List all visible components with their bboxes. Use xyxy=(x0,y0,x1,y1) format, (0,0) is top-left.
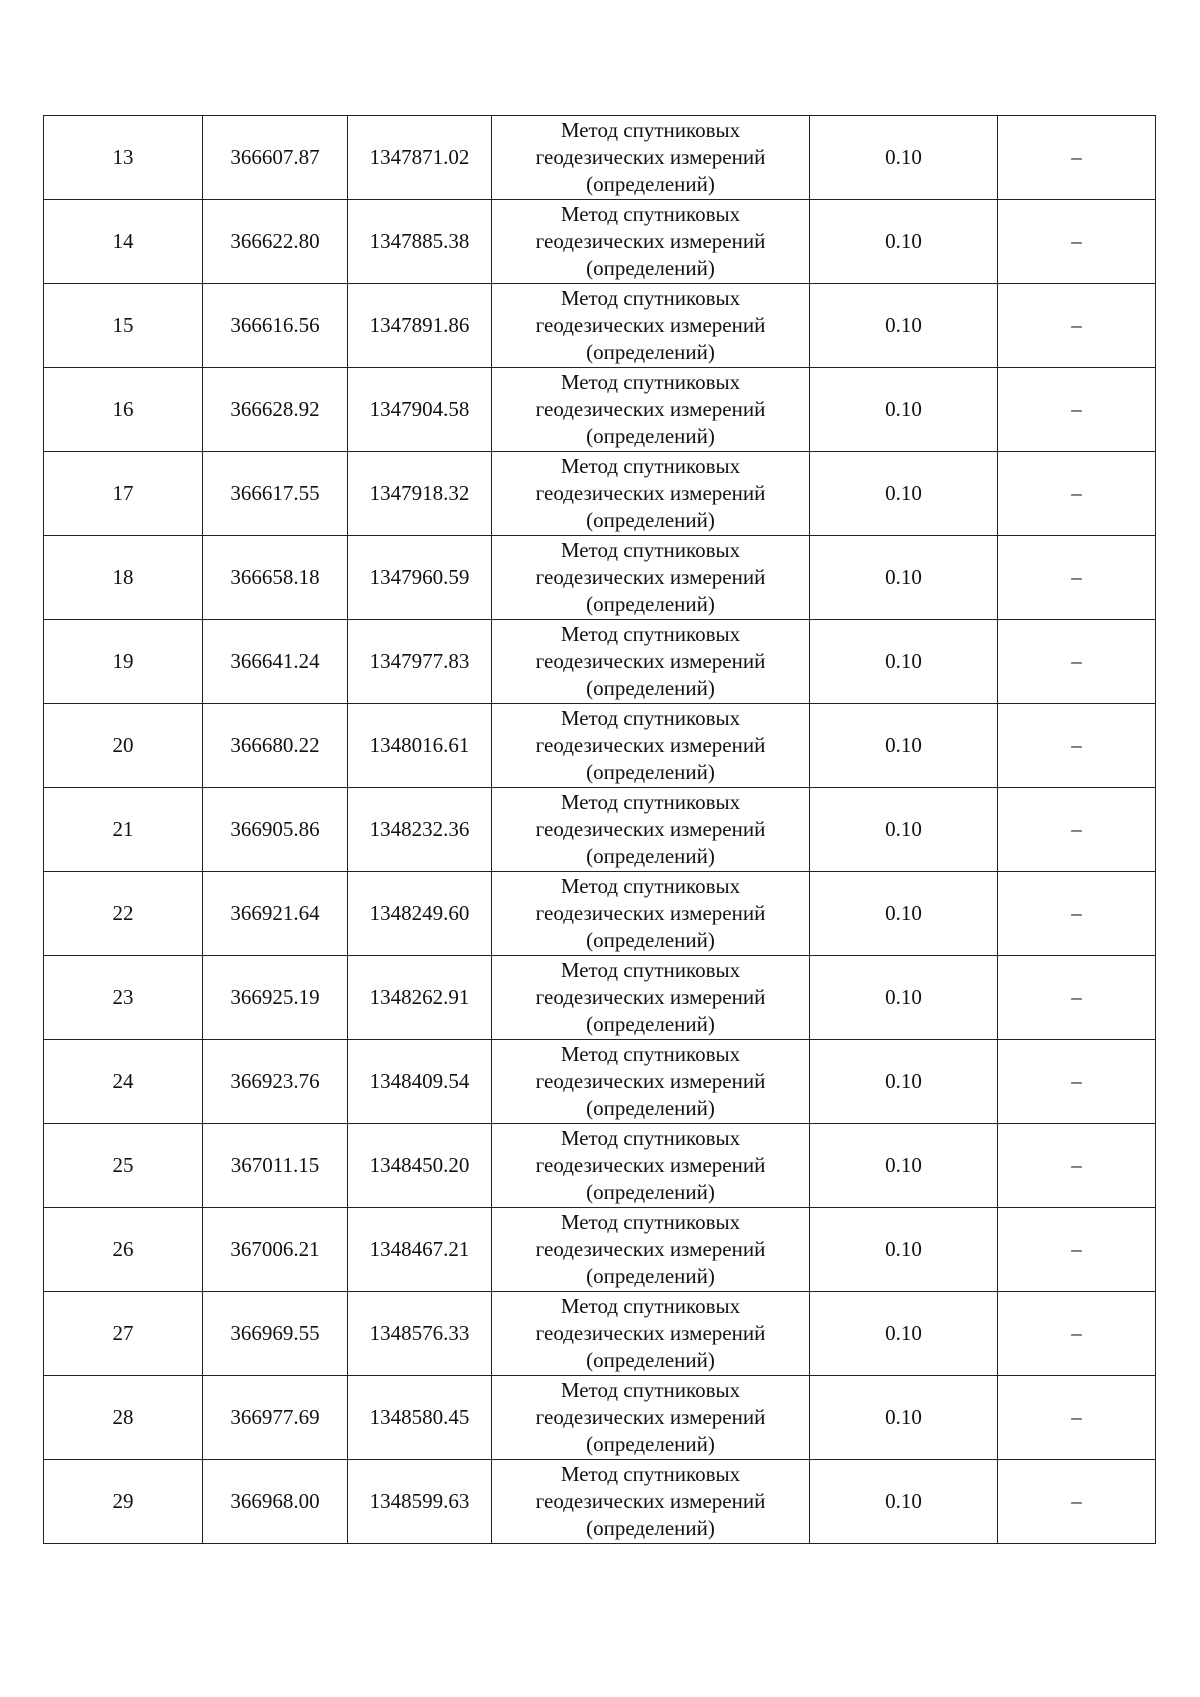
method-cell xyxy=(492,1124,810,1208)
method-cell xyxy=(492,368,810,452)
accuracy-cell: 0.10 xyxy=(810,536,998,620)
coord-x-cell: 366622.80 xyxy=(203,200,348,284)
method-cell xyxy=(492,200,810,284)
accuracy-cell: 0.10 xyxy=(810,956,998,1040)
point-number-cell: 19 xyxy=(44,620,203,704)
table-row xyxy=(44,116,1156,200)
note-cell: – xyxy=(998,116,1156,200)
method-text: Метод спутниковых геодезических измерений (определений) xyxy=(535,1042,766,1120)
coord-y-cell: 1348467.21 xyxy=(348,1208,492,1292)
note-cell: – xyxy=(998,1208,1156,1292)
method-text: Метод спутниковых геодезических измерений (определений) xyxy=(535,1378,766,1456)
point-number-cell: 15 xyxy=(44,284,203,368)
method-text: Метод спутниковых геодезических измерений (определений) xyxy=(535,790,766,868)
method-cell xyxy=(492,452,810,536)
point-number-cell: 25 xyxy=(44,1124,203,1208)
method-text: Метод спутниковых геодезических измерений (определений) xyxy=(535,1210,766,1288)
coordinates-table xyxy=(43,115,1156,1544)
method-cell xyxy=(492,1040,810,1124)
table-row xyxy=(44,1376,1156,1460)
table-row xyxy=(44,956,1156,1040)
method-text: Метод спутниковых геодезических измерений (определений) xyxy=(535,538,766,616)
method-cell xyxy=(492,620,810,704)
coord-x-cell: 367011.15 xyxy=(203,1124,348,1208)
method-cell xyxy=(492,1208,810,1292)
point-number-cell: 28 xyxy=(44,1376,203,1460)
coord-x-cell: 366616.56 xyxy=(203,284,348,368)
note-cell: – xyxy=(998,788,1156,872)
method-cell xyxy=(492,1460,810,1544)
accuracy-cell: 0.10 xyxy=(810,872,998,956)
method-text: Метод спутниковых геодезических измерений (определений) xyxy=(535,202,766,280)
note-cell: – xyxy=(998,620,1156,704)
accuracy-cell: 0.10 xyxy=(810,788,998,872)
coord-y-cell: 1347885.38 xyxy=(348,200,492,284)
coord-x-cell: 366925.19 xyxy=(203,956,348,1040)
point-number-cell: 13 xyxy=(44,116,203,200)
note-cell: – xyxy=(998,368,1156,452)
table-row xyxy=(44,620,1156,704)
point-number-cell: 22 xyxy=(44,872,203,956)
table-row xyxy=(44,1460,1156,1544)
coord-y-cell: 1347977.83 xyxy=(348,620,492,704)
table-row xyxy=(44,452,1156,536)
coord-y-cell: 1347918.32 xyxy=(348,452,492,536)
accuracy-cell: 0.10 xyxy=(810,1376,998,1460)
coord-y-cell: 1348409.54 xyxy=(348,1040,492,1124)
coord-x-cell: 366968.00 xyxy=(203,1460,348,1544)
note-cell: – xyxy=(998,704,1156,788)
method-cell xyxy=(492,788,810,872)
table-row xyxy=(44,200,1156,284)
accuracy-cell: 0.10 xyxy=(810,704,998,788)
point-number-cell: 29 xyxy=(44,1460,203,1544)
method-text: Метод спутниковых геодезических измерений (определений) xyxy=(535,958,766,1036)
coord-y-cell: 1348576.33 xyxy=(348,1292,492,1376)
coord-x-cell: 366628.92 xyxy=(203,368,348,452)
table-row xyxy=(44,1040,1156,1124)
accuracy-cell: 0.10 xyxy=(810,1124,998,1208)
point-number-cell: 24 xyxy=(44,1040,203,1124)
method-text: Метод спутниковых геодезических измерений (определений) xyxy=(535,1294,766,1372)
table-row xyxy=(44,284,1156,368)
coord-y-cell: 1347960.59 xyxy=(348,536,492,620)
accuracy-cell: 0.10 xyxy=(810,368,998,452)
note-cell: – xyxy=(998,1124,1156,1208)
note-cell: – xyxy=(998,1292,1156,1376)
table-row xyxy=(44,536,1156,620)
method-text: Метод спутниковых геодезических измерений (определений) xyxy=(535,118,766,196)
coord-y-cell: 1347871.02 xyxy=(348,116,492,200)
note-cell: – xyxy=(998,536,1156,620)
accuracy-cell: 0.10 xyxy=(810,200,998,284)
method-text: Метод спутниковых геодезических измерений (определений) xyxy=(535,370,766,448)
method-cell xyxy=(492,704,810,788)
coord-y-cell: 1348450.20 xyxy=(348,1124,492,1208)
accuracy-cell: 0.10 xyxy=(810,1292,998,1376)
table-row xyxy=(44,872,1156,956)
accuracy-cell: 0.10 xyxy=(810,1460,998,1544)
coord-x-cell: 366607.87 xyxy=(203,116,348,200)
coord-x-cell: 366658.18 xyxy=(203,536,348,620)
coord-x-cell: 366905.86 xyxy=(203,788,348,872)
coord-y-cell: 1348580.45 xyxy=(348,1376,492,1460)
method-text: Метод спутниковых геодезических измерений (определений) xyxy=(535,706,766,784)
coord-y-cell: 1348249.60 xyxy=(348,872,492,956)
point-number-cell: 16 xyxy=(44,368,203,452)
method-text: Метод спутниковых геодезических измерений (определений) xyxy=(535,622,766,700)
coord-x-cell: 366641.24 xyxy=(203,620,348,704)
point-number-cell: 14 xyxy=(44,200,203,284)
point-number-cell: 17 xyxy=(44,452,203,536)
coord-y-cell: 1348262.91 xyxy=(348,956,492,1040)
accuracy-cell: 0.10 xyxy=(810,116,998,200)
coord-x-cell: 366617.55 xyxy=(203,452,348,536)
accuracy-cell: 0.10 xyxy=(810,1040,998,1124)
note-cell: – xyxy=(998,1040,1156,1124)
point-number-cell: 27 xyxy=(44,1292,203,1376)
table-row xyxy=(44,1292,1156,1376)
table-row xyxy=(44,1124,1156,1208)
method-text: Метод спутниковых геодезических измерений (определений) xyxy=(535,874,766,952)
accuracy-cell: 0.10 xyxy=(810,284,998,368)
method-text: Метод спутниковых геодезических измерений (определений) xyxy=(535,286,766,364)
coord-y-cell: 1347891.86 xyxy=(348,284,492,368)
coord-y-cell: 1347904.58 xyxy=(348,368,492,452)
table-row xyxy=(44,704,1156,788)
table-row xyxy=(44,1208,1156,1292)
coord-x-cell: 366969.55 xyxy=(203,1292,348,1376)
point-number-cell: 26 xyxy=(44,1208,203,1292)
coord-x-cell: 366977.69 xyxy=(203,1376,348,1460)
note-cell: – xyxy=(998,284,1156,368)
method-text: Метод спутниковых геодезических измерений (определений) xyxy=(535,454,766,532)
coord-x-cell: 366923.76 xyxy=(203,1040,348,1124)
coord-x-cell: 366921.64 xyxy=(203,872,348,956)
point-number-cell: 23 xyxy=(44,956,203,1040)
method-cell xyxy=(492,284,810,368)
note-cell: – xyxy=(998,872,1156,956)
method-cell xyxy=(492,536,810,620)
coord-y-cell: 1348016.61 xyxy=(348,704,492,788)
point-number-cell: 20 xyxy=(44,704,203,788)
table-row xyxy=(44,368,1156,452)
note-cell: – xyxy=(998,452,1156,536)
point-number-cell: 21 xyxy=(44,788,203,872)
note-cell: – xyxy=(998,1460,1156,1544)
accuracy-cell: 0.10 xyxy=(810,452,998,536)
accuracy-cell: 0.10 xyxy=(810,620,998,704)
method-cell xyxy=(492,116,810,200)
note-cell: – xyxy=(998,200,1156,284)
method-cell xyxy=(492,872,810,956)
coord-x-cell: 366680.22 xyxy=(203,704,348,788)
accuracy-cell: 0.10 xyxy=(810,1208,998,1292)
method-text: Метод спутниковых геодезических измерений (определений) xyxy=(535,1126,766,1204)
coord-x-cell: 367006.21 xyxy=(203,1208,348,1292)
note-cell: – xyxy=(998,956,1156,1040)
table-row xyxy=(44,788,1156,872)
method-text: Метод спутниковых геодезических измерений (определений) xyxy=(535,1462,766,1540)
point-number-cell: 18 xyxy=(44,536,203,620)
method-cell xyxy=(492,1292,810,1376)
coord-y-cell: 1348599.63 xyxy=(348,1460,492,1544)
coord-y-cell: 1348232.36 xyxy=(348,788,492,872)
method-cell xyxy=(492,1376,810,1460)
method-cell xyxy=(492,956,810,1040)
note-cell: – xyxy=(998,1376,1156,1460)
coordinates-table-body xyxy=(44,116,1156,1544)
